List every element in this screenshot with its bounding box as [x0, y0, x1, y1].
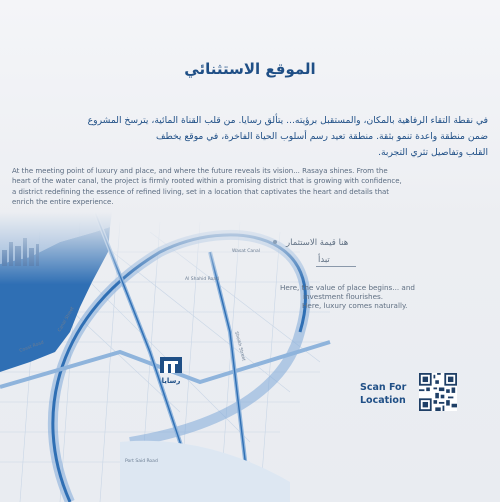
logo-text: رسايا [161, 377, 181, 385]
investment-en-line-3: Here, luxury comes naturally. [302, 301, 408, 310]
map-label-6: Coast Road [18, 340, 45, 354]
scan-line-2: Location [360, 395, 406, 406]
page-title: الموقع الاستثنائي [184, 60, 316, 78]
qr-code-icon[interactable] [419, 373, 457, 411]
investment-ar-line-1: هنا قيمة الاستثمار [286, 238, 349, 248]
divider [316, 266, 356, 267]
investment-en-line-1: Here, the value of place begins... and [280, 283, 415, 292]
project-logo [158, 355, 184, 393]
arabic-paragraph-line-1: في نقطة التقاء الرفاهية بالمكان، والمستقبل برؤيته... يتألق رسايا. من قلب القناة المائية، يترسخ المشروع [87, 115, 488, 126]
map-label-2: Al Shahid Road [185, 277, 219, 282]
english-paragraph [12, 166, 488, 207]
english-paragraph-line-2: heart of the water canal, the project is firmly rooted within a promising district that is growing with confidence, [12, 177, 402, 186]
arabic-paragraph-line-2: ضمن منطقة واعدة تنمو بثقة. منطقة تعيد رسم أسلوب الحياة الفاخرة، في موقع يخطف [155, 131, 488, 142]
location-map[interactable] [0, 212, 500, 502]
map-label-3: Canal Street [57, 306, 76, 333]
arabic-paragraph-line-3: القلب وتفاصيل تثري التجربة. [378, 147, 488, 158]
investment-ar-line-2: تبدأ [318, 255, 330, 265]
map-label-5: Port Said Road [125, 459, 158, 464]
english-paragraph-line-3: a district redefining the essence of refined living, set in a location that captivates the heart and details that [12, 187, 390, 196]
location-pin-icon [273, 240, 277, 244]
scan-line-1: Scan For [360, 382, 407, 393]
map-label-4: Sheikh Street [233, 331, 246, 362]
scan-for-location [360, 381, 406, 407]
english-paragraph-line-4: enrich the entire experience. [12, 197, 114, 206]
map-fade [0, 212, 500, 502]
map-label-1: Wasat Canal [232, 249, 260, 254]
investment-en-line-2: investment flourishes. [303, 292, 384, 301]
english-paragraph-line-1: At the meeting point of luxury and place, and where the future reveals its vision... Rasaya shines. From the [12, 167, 388, 175]
